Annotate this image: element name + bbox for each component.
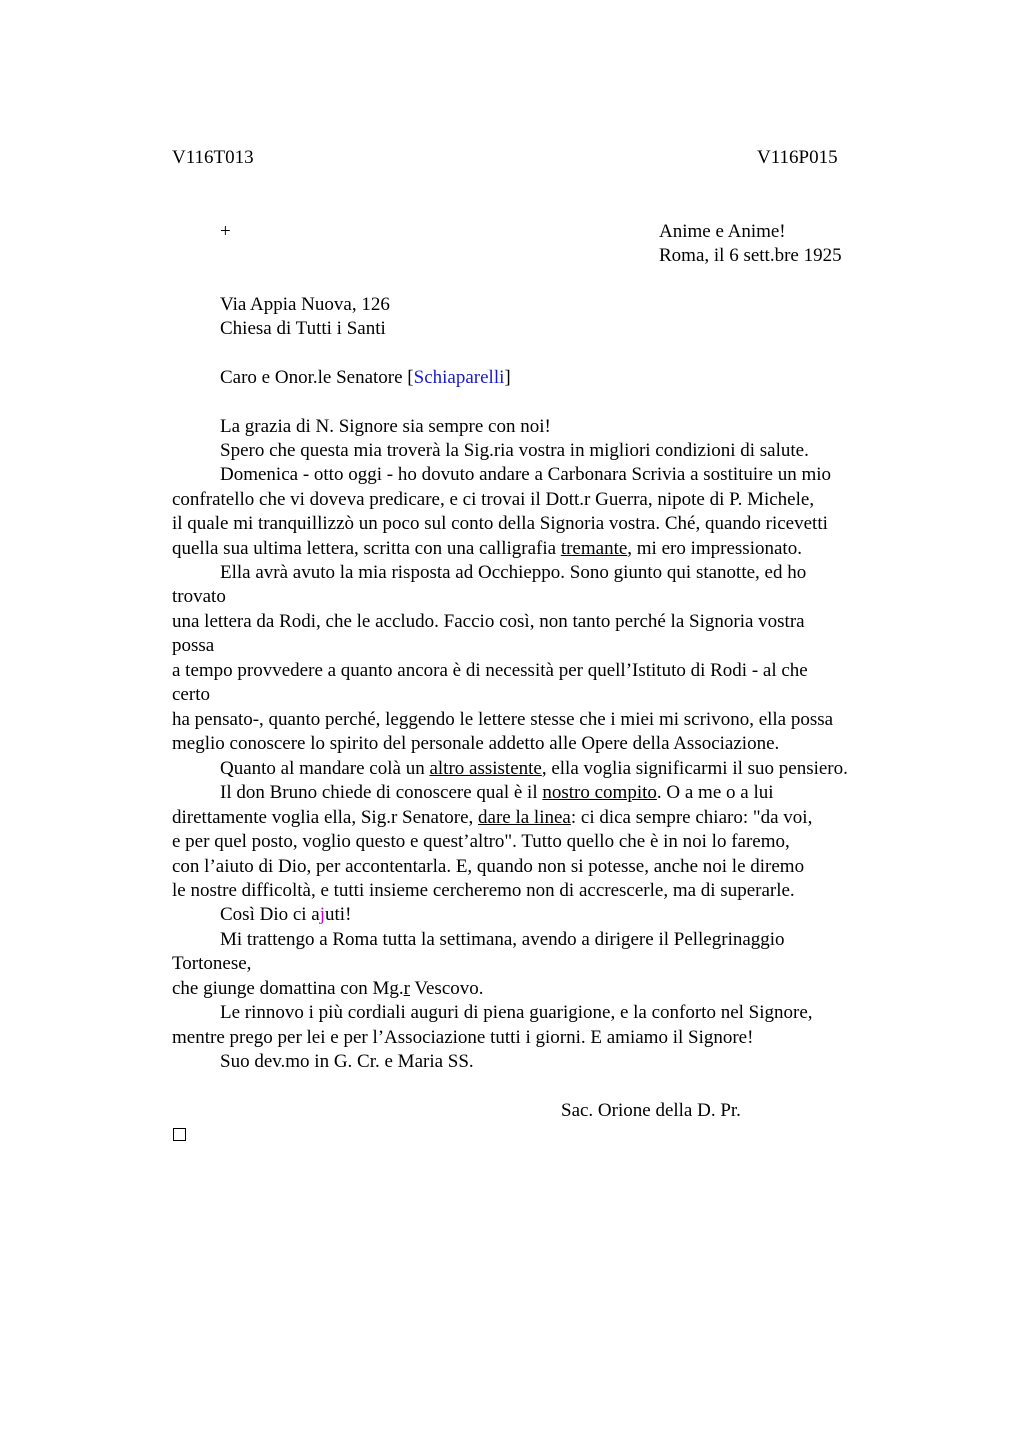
body-line: una lettera da Rodi, che le accludo. Faccio così, non tanto perché la Signoria vostra [172, 611, 805, 632]
body-line: con l’aiuto di Dio, per accontentarla. E, quando non si potesse, anche noi le diremo [172, 856, 805, 877]
underlined-text: dare la linea [478, 807, 571, 828]
dateline: Roma, il 6 sett.bre 1925 [659, 245, 842, 266]
body-line [220, 758, 848, 780]
body-line: le nostre difficoltà, e tutti insieme cercheremo non di accrescerle, ma di superarle. [172, 880, 795, 901]
text-span: Vescovo. [409, 978, 484, 999]
salutation [220, 367, 511, 389]
end-box-icon [173, 1128, 186, 1141]
body-line [172, 538, 802, 560]
text-span: direttamente voglia ella, Sig.r Senatore, [172, 807, 479, 828]
document-code-right: V116P015 [757, 147, 838, 168]
body-line: Le rinnovo i più cordiali auguri di piena guarigione, e la conforto nel Signore, [220, 1002, 813, 1023]
body-line: il quale mi tranquillizzò un poco sul conto della Signoria vostra. Ché, quando ricevetti [172, 513, 828, 534]
body-line: e per quel posto, voglio questo e quest’altro". Tutto quello che è in noi lo faremo, [172, 831, 790, 852]
document-code-left: V116T013 [172, 147, 254, 168]
body-line: mentre prego per lei e per l’Associazione tutti i giorni. E amiamo il Signore! [172, 1027, 754, 1048]
body-line: Spero che questa mia troverà la Sig.ria vostra in migliori condizioni di salute. [220, 440, 809, 461]
text-span: che giunge domattina con Mg. [172, 978, 404, 999]
underlined-text: tremante [560, 538, 628, 559]
highlighted-letter: j [319, 904, 326, 925]
text-span: Quanto al mandare colà un [220, 758, 430, 779]
signature: Sac. Orione della D. Pr. [561, 1100, 741, 1121]
body-line: possa [172, 635, 215, 656]
text-span: uti! [325, 904, 352, 925]
address-line: Chiesa di Tutti i Santi [220, 318, 386, 339]
body-line: trovato [172, 586, 226, 607]
underlined-text: nostro compito [542, 782, 657, 803]
salutation-text: Caro e Onor.le Senatore [ [220, 367, 414, 388]
recipient-name: Schiaparelli [413, 367, 505, 388]
body-line: La grazia di N. Signore sia sempre con noi! [220, 416, 551, 437]
body-line: Ella avrà avuto la mia risposta ad Occhieppo. Sono giunto qui stanotte, ed ho [220, 562, 807, 583]
body-line [220, 904, 351, 926]
text-span: . O a me o a lui [656, 782, 774, 803]
text-span: Il don Bruno chiede di conoscere qual è il [220, 782, 543, 803]
motto: Anime e Anime! [659, 221, 786, 242]
body-line [220, 782, 774, 804]
text-span: , mi ero impressionato. [627, 538, 802, 559]
address-line: Via Appia Nuova, 126 [220, 294, 390, 315]
salutation-text: ] [504, 367, 511, 388]
body-line: meglio conoscere lo spirito del personale addetto alle Opere della Associazione. [172, 733, 780, 754]
body-line: certo [172, 684, 210, 705]
cross-mark: + [220, 221, 231, 242]
underlined-text: altro assistente [429, 758, 542, 779]
closing-line: Suo dev.mo in G. Cr. e Maria SS. [220, 1051, 474, 1072]
body-line: ha pensato-, quanto perché, leggendo le lettere stesse che i miei mi scrivono, ella possa [172, 709, 834, 730]
text-span: Così Dio ci a [220, 904, 320, 925]
body-line: Domenica - otto oggi - ho dovuto andare a Carbonara Scrivia a sostituire un mio [220, 464, 832, 485]
text-span: : ci dica sempre chiaro: "da voi, [570, 807, 813, 828]
body-line: Mi trattengo a Roma tutta la settimana, avendo a dirigere il Pellegrinaggio [220, 929, 785, 950]
body-line: confratello che vi doveva predicare, e ci trovai il Dott.r Guerra, nipote di P. Michele, [172, 489, 815, 510]
body-line: a tempo provvedere a quanto ancora è di necessità per quell’Istituto di Rodi - al che [172, 660, 808, 681]
body-line [172, 807, 812, 829]
body-line [172, 978, 484, 1000]
text-span: quella sua ultima lettera, scritta con una calligrafia [172, 538, 561, 559]
text-span: , ella voglia significarmi il suo pensiero. [541, 758, 848, 779]
body-line: Tortonese, [172, 953, 252, 974]
underlined-text: r [403, 978, 410, 999]
